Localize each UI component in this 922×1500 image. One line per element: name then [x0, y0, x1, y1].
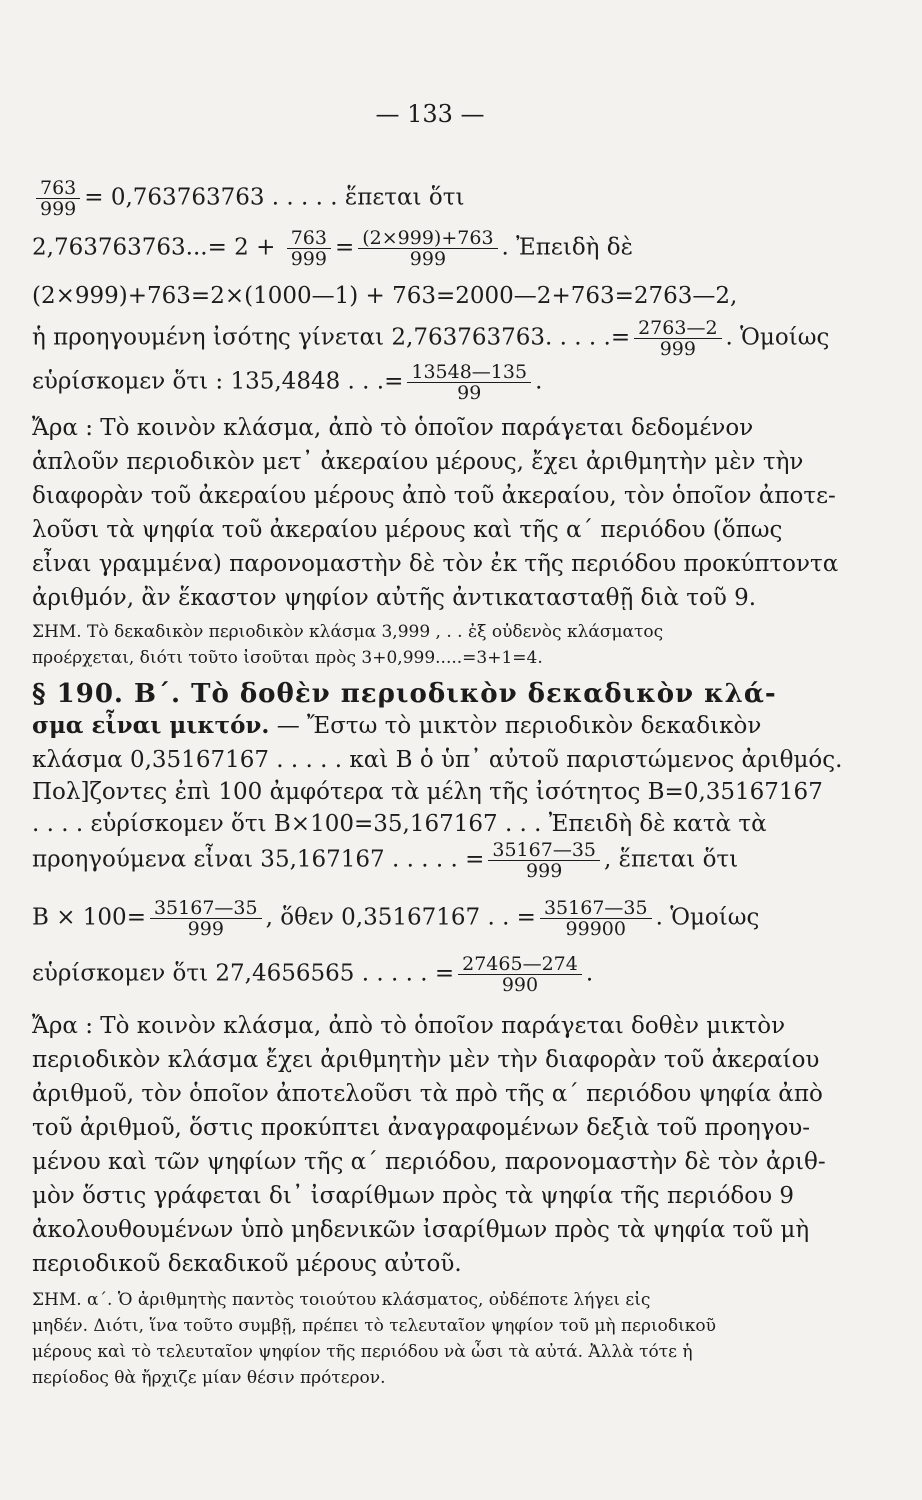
paragraph-line: κλάσμα 0,35167167 . . . . . καὶ Β ὁ ὑπ᾽ αὐτοῦ παριστώμενος ἀριθμός. [32, 747, 843, 773]
paragraph-line: Πολ]ζοντες ἐπὶ 100 ἀμφότερα τὰ μέλη τῆς ἰσότητος Β=0,35167167 [32, 779, 823, 805]
paragraph-line: τοῦ ἀριθμοῦ, ὅστις προκύπτει ἀναγραφομένων δεξιὰ τοῦ προηγου- [32, 1115, 811, 1141]
fraction: $\frac{13548—135}{99}$ [407, 362, 531, 403]
fraction: $\frac{35167—35}{99900}$ [540, 898, 652, 939]
page-number: — 133 — [375, 100, 485, 128]
paragraph-line: εἶναι γραμμένα) παρονομαστὴν δὲ τὸν ἐκ τῆς περιόδου προκύπτοντα [32, 551, 839, 577]
fraction: $\frac{35167—35}{999}$ [488, 840, 600, 881]
equation-line-1: $\frac{763}{999}$ = 0,763763763 . . . . . ἕπεται ὅτι [32, 178, 464, 219]
paragraph-line: ἀριθμοῦ, τὸν ὁποῖον ἀποτελοῦσι τὰ πρὸ τῆς α΄ περιόδου ψηφία ἀπὸ [32, 1081, 823, 1107]
paragraph-line: λοῦσι τὰ ψηφία τοῦ ἀκεραίου μέρους καὶ τῆς α΄ περιόδου (ὅπως [32, 517, 783, 543]
paragraph-line: περιοδικὸν κλάσμα ἔχει ἀριθμητὴν μὲν τὴν διαφορὰν τοῦ ἀκεραίου [32, 1047, 820, 1073]
paragraph-line: ἁπλοῦν περιοδικὸν μετ᾽ ἀκεραίου μέρους, ἔχει ἀριθμητὴν μὲν τὴν [32, 449, 804, 475]
equation-line: εὑρίσκομεν ὅτι 27,4656565 . . . . . = $\frac{27465—274}{990}$ . [32, 953, 594, 996]
paragraph-line: Ἄρα : Τὸ κοινὸν κλάσμα, ἀπὸ τὸ ὁποῖον παράγεται δεδομένον [32, 415, 754, 441]
equation-line-2: 2,763763763...= 2 + $\frac{763}{999}$ = $\frac{(2\times 999)+763}{999}$ . Ἐπειδὴ δὲ [32, 227, 633, 270]
note-line: μέρους καὶ τὸ τελευταῖον ψηφίον τῆς περιόδου νὰ ὦσι τὰ αὐτά. Ἀλλὰ τότε ἡ [32, 1342, 693, 1362]
equation-line: Β × 100= $\frac{35167—35}{999}$ , ὅθεν 0,35167167 . . = $\frac{35167—35}{99900}$ . Ὁμοίως [32, 897, 760, 940]
equation-line-4: ἡ προηγουμένη ἰσότης γίνεται 2,763763763. . . . .= $\frac{2763—2}{999}$ . Ὁμοίως [32, 317, 830, 360]
paragraph-line: διαφορὰν τοῦ ἀκεραίου μέρους ἀπὸ τοῦ ἀκεραίου, τὸν ὁποῖον ἀποτε- [32, 483, 836, 509]
note-line: ΣΗΜ. α΄. Ὁ ἀριθμητὴς παντὸς τοιούτου κλάσματος, οὐδέποτε λήγει εἰς [32, 1290, 651, 1310]
equation-line-5: εὑρίσκομεν ὅτι : 135,4848 . . .= $\frac{13548—135}{99}$ . [32, 361, 543, 404]
fraction: $\frac{(2\times 999)+763}{999}$ [358, 228, 497, 269]
paragraph-line: μένου καὶ τῶν ψηφίων τῆς α΄ περιόδου, παρονομαστὴν δὲ τὸν ἀριθ- [32, 1149, 826, 1175]
note-line: περίοδος θὰ ἤρχιζε μίαν θέσιν πρότερον. [32, 1368, 386, 1388]
paragraph-line: ἀριθμόν, ἂν ἕκαστον ψηφίον αὐτῆς ἀντικατασταθῇ διὰ τοῦ 9. [32, 585, 757, 611]
paragraph-line: ἀκολουθουμένων ὑπὸ μηδενικῶν ἰσαρίθμων πρὸς τὰ ψηφία τοῦ μὴ [32, 1217, 810, 1243]
fraction: $\frac{2763—2}{999}$ [634, 318, 721, 359]
paragraph-line: Ἄρα : Τὸ κοινὸν κλάσμα, ἀπὸ τὸ ὁποῖον παράγεται δοθὲν μικτὸν [32, 1013, 786, 1039]
paragraph-line: . . . . εὑρίσκομεν ὅτι Β×100=35,167167 . . . Ἐπειδὴ δὲ κατὰ τὰ [32, 811, 767, 837]
fraction: $\frac{35167—35}{999}$ [150, 898, 262, 939]
fraction: $\frac{27465—274}{990}$ [458, 954, 582, 995]
fraction: $\frac{763}{999}$ [36, 178, 80, 219]
section-heading-line-2: σμα εἶναι μικτόν. — Ἔστω τὸ μικτὸν περιοδικὸν δεκαδικὸν [32, 712, 762, 739]
paragraph-line: μὸν ὅστις γράφεται δι᾽ ἰσαρίθμων πρὸς τὰ ψηφία τῆς περιόδου 9 [32, 1183, 795, 1209]
section-heading: § 190. Β΄. Τὸ δοθὲν περιοδικὸν δεκαδικὸν κλά- [32, 679, 777, 709]
equation-line-3: (2×999)+763=2×(1000—1) + 763=2000—2+763=2763—2, [32, 283, 738, 309]
note-line: ΣΗΜ. Τὸ δεκαδικὸν περιοδικὸν κλάσμα 3,999 , . . ἐξ οὐδενὸς κλάσματος [32, 622, 664, 642]
note-line: μηδέν. Διότι, ἵνα τοῦτο συμβῇ, πρέπει τὸ τελευταῖον ψηφίον τοῦ μὴ περιοδικοῦ [32, 1316, 716, 1336]
note-line: προέρχεται, διότι τοῦτο ἰσοῦται πρὸς 3+0,999.....=3+1=4. [32, 648, 543, 668]
paragraph-line: περιοδικοῦ δεκαδικοῦ μέρους αὐτοῦ. [32, 1251, 462, 1277]
equation-line: προηγούμενα εἶναι 35,167167 . . . . . = $\frac{35167—35}{999}$ , ἕπεται ὅτι [32, 839, 739, 882]
fraction: $\frac{763}{999}$ [287, 228, 331, 269]
